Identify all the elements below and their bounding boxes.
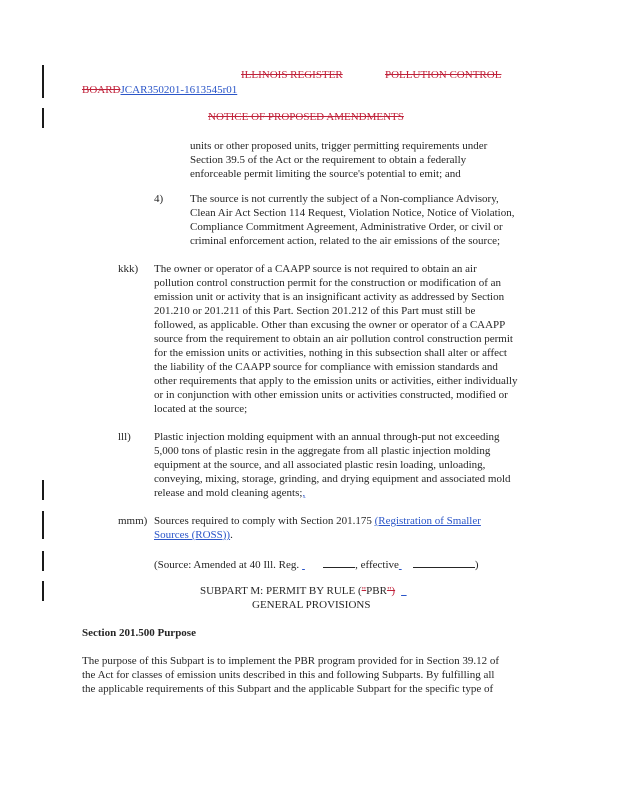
change-bar: [42, 480, 44, 500]
kkk-line: followed, as applicable. Other than excusing the owner or operator of a CAAPP: [154, 319, 506, 331]
header-left: ILLINOIS REGISTER: [241, 69, 343, 81]
kkk-label: kkk): [118, 263, 139, 275]
jcar-code: JCAR350201-1613545r01: [120, 84, 238, 96]
continuation-line: units or other proposed units, trigger permitting requirements under: [190, 140, 488, 152]
section-line: the applicable requirements of this Subpart and the applicable Subpart for the specific type of: [82, 683, 494, 695]
change-bar: [42, 108, 44, 128]
kkk-line: 201.210 or 201.211 of this Part. Section 201.212 of this Part must still be: [154, 305, 476, 317]
source-close: ): [474, 559, 479, 571]
subpart-inserted-mark: [401, 585, 407, 597]
item4-line: Compliance Commitment Agreement, Administrative Order, or civil or: [190, 221, 503, 233]
lll-label: lll): [118, 431, 131, 443]
source-text: (Source: Amended at 40 Ill. Reg.: [154, 559, 300, 571]
mmm-inserted-text: Sources (ROSS)): [154, 529, 231, 541]
mmm-line: [154, 515, 481, 527]
lll-line: [154, 487, 305, 499]
effective-blank-underline: [413, 557, 475, 568]
mmm-text: Sources required to comply with Section 201.175: [154, 515, 375, 527]
section-line: The purpose of this Subpart is to implement the PBR program provided for in Section 39.12 of: [82, 655, 500, 667]
change-bar: [42, 581, 44, 601]
mmm-label: mmm): [118, 515, 148, 527]
item4-line: The source is not currently the subject of a Non-compliance Advisory,: [190, 193, 499, 205]
kkk-line: source from the requirement to obtain an air pollution control construction permit: [154, 333, 513, 345]
change-bar: [42, 551, 44, 571]
section-line: the Act for classes of emission units described in this and following Subparts. By fulfilling all: [82, 669, 495, 681]
subpart-subtitle: GENERAL PROVISIONS: [252, 599, 371, 611]
kkk-line: located at the source;: [154, 403, 248, 415]
subpart-pbr: PBR: [366, 585, 387, 597]
subpart-deleted-close: "): [386, 585, 396, 597]
header-board-line: [82, 84, 237, 96]
continuation-line: Section 39.5 of the Act or the requirement to obtain a federally: [190, 154, 467, 166]
reg-blank-underline: [323, 557, 355, 568]
lll-last-text: release and mold cleaning agents;: [154, 487, 303, 499]
item4-line: Clean Air Act Section 114 Request, Violation Notice, Notice of Violation,: [190, 207, 515, 219]
subpart-title: [200, 585, 407, 597]
board-deleted: BOARD: [82, 84, 121, 96]
lll-line: Plastic injection molding equipment with an annual through-put not exceeding: [154, 431, 500, 443]
item4-line: criminal enforcement action, related to the air emissions of the source;: [190, 235, 501, 247]
lll-line: conveying, mixing, storage, grinding, and drying equipment and associated mold: [154, 473, 511, 485]
kkk-line: the liability of the CAAPP source for compliance with emission standards and: [154, 361, 498, 373]
kkk-line: for the emission units or activities, nothing in this subsection shall alter or affect: [154, 347, 507, 359]
lll-line: 5,000 tons of plastic resin in the aggregate from all plastic injection molding: [154, 445, 491, 457]
kkk-line: or in conjunction with other emission units or activities constructed, modified or: [154, 389, 508, 401]
subpart-deleted-quote: ": [361, 585, 367, 597]
section-heading: Section 201.500 Purpose: [82, 627, 196, 639]
reg-blank: [302, 559, 320, 571]
item4-label: 4): [154, 193, 164, 205]
source-effective: , effective: [355, 559, 399, 571]
kkk-line: other requirements that apply to the emission units or activities, either individually: [154, 375, 518, 387]
kkk-line: pollution control construction permit for the construction or modification of an: [154, 277, 502, 289]
change-bar: [42, 65, 44, 98]
kkk-line: emission unit or activity that is an insignificant activity as addressed by Section: [154, 291, 505, 303]
kkk-line: The owner or operator of a CAAPP source is not required to obtain an air: [154, 263, 477, 275]
source-note: [154, 557, 479, 571]
lll-inserted-comma: ,: [302, 487, 306, 499]
change-bar: [42, 511, 44, 539]
mmm-line: [154, 529, 233, 541]
header-right: POLLUTION CONTROL: [385, 69, 502, 81]
subpart-text: SUBPART M: PERMIT BY RULE (: [200, 585, 362, 597]
mmm-inserted-text: (Registration of Smaller: [374, 515, 481, 527]
continuation-line: enforceable permit limiting the source's potential to emit; and: [190, 168, 461, 180]
effective-blank: [399, 559, 413, 571]
notice-title: NOTICE OF PROPOSED AMENDMENTS: [208, 111, 404, 123]
lll-line: equipment at the source, and all associated plastic resin loading, unloading,: [154, 459, 486, 471]
mmm-end: .: [230, 529, 233, 541]
